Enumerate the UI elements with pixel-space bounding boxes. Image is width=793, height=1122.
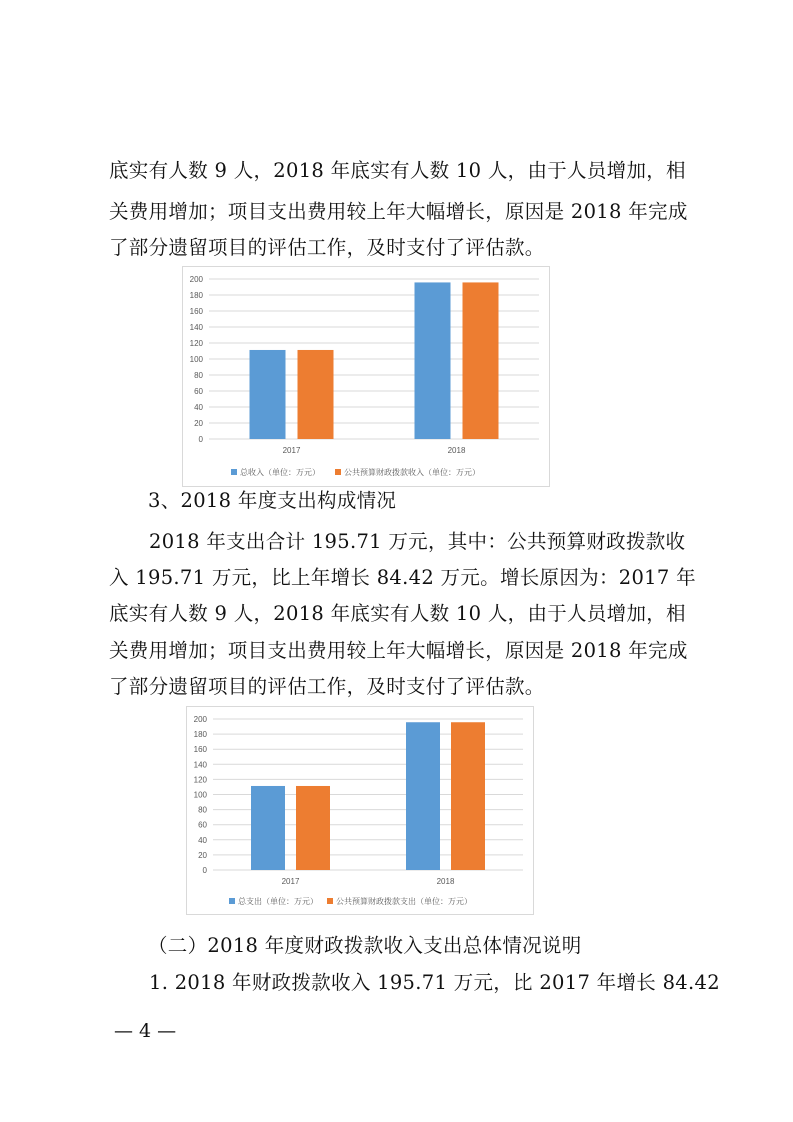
paragraph-line: 底实有人数 9 人，2018 年底实有人数 10 人，由于人员增加，相 bbox=[109, 602, 686, 625]
bar bbox=[463, 282, 499, 439]
income-chart bbox=[182, 266, 550, 487]
y-tick-label: 200 bbox=[189, 275, 203, 284]
bar bbox=[298, 350, 334, 439]
y-tick-label: 100 bbox=[193, 790, 207, 800]
paragraph-line: 关费用增加；项目支出费用较上年大幅增长，原因是 2018 年完成 bbox=[109, 639, 688, 662]
paragraph-line: 了部分遗留项目的评估工作，及时支付了评估款。 bbox=[109, 675, 545, 698]
y-tick-label: 160 bbox=[193, 745, 207, 755]
x-tick-label: 2017 bbox=[281, 877, 300, 886]
legend-swatch bbox=[231, 469, 237, 475]
income-bar-chart bbox=[183, 267, 549, 486]
y-tick-label: 120 bbox=[189, 339, 203, 348]
paragraph-line: 了部分遗留项目的评估工作，及时支付了评估款。 bbox=[109, 236, 545, 259]
section-heading: 3、2018 年度支出构成情况 bbox=[148, 489, 397, 512]
legend-label: 公共预算财政拨款支出（单位：万元） bbox=[336, 897, 472, 906]
bar bbox=[451, 722, 485, 870]
x-tick-label: 2018 bbox=[447, 446, 466, 455]
y-tick-label: 180 bbox=[193, 730, 207, 740]
legend-label: 总支出（单位：万元） bbox=[238, 897, 318, 906]
y-tick-label: 120 bbox=[193, 775, 207, 785]
y-tick-label: 140 bbox=[189, 323, 203, 332]
legend-swatch bbox=[327, 898, 333, 904]
section-heading: （二）2018 年度财政拨款收入支出总体情况说明 bbox=[148, 934, 582, 957]
x-tick-label: 2018 bbox=[436, 877, 455, 886]
bar bbox=[250, 350, 286, 439]
x-tick-label: 2017 bbox=[282, 446, 301, 455]
legend-swatch bbox=[335, 469, 341, 475]
bar bbox=[296, 786, 330, 870]
y-tick-label: 20 bbox=[194, 419, 203, 428]
legend-label: 公共预算财政拨款收入（单位：万元） bbox=[344, 468, 480, 477]
paragraph-line: 1. 2018 年财政拨款收入 195.71 万元，比 2017 年增长 84.42 bbox=[149, 971, 720, 994]
bar bbox=[251, 786, 285, 870]
y-tick-label: 40 bbox=[194, 403, 203, 412]
y-tick-label: 140 bbox=[193, 760, 207, 770]
paragraph-line: 关费用增加；项目支出费用较上年大幅增长，原因是 2018 年完成 bbox=[109, 200, 688, 223]
expenditure-bar-chart bbox=[187, 707, 533, 914]
paragraph-line: 2018 年支出合计 195.71 万元，其中：公共预算财政拨款收 bbox=[149, 530, 686, 553]
y-tick-label: 60 bbox=[194, 387, 203, 396]
bar bbox=[406, 722, 440, 870]
y-tick-label: 0 bbox=[202, 866, 207, 875]
paragraph-line: 入 195.71 万元，比上年增长 84.42 万元。增长原因为：2017 年 bbox=[109, 566, 696, 589]
bar bbox=[415, 282, 451, 439]
y-tick-label: 180 bbox=[189, 291, 203, 300]
y-tick-label: 100 bbox=[189, 355, 203, 364]
y-tick-label: 20 bbox=[198, 850, 207, 860]
y-tick-label: 200 bbox=[193, 715, 207, 724]
y-tick-label: 80 bbox=[194, 371, 203, 380]
legend-label: 总收入（单位：万元） bbox=[240, 468, 320, 477]
expenditure-chart bbox=[186, 706, 534, 915]
y-tick-label: 80 bbox=[198, 805, 207, 815]
y-tick-label: 0 bbox=[198, 435, 203, 444]
y-tick-label: 60 bbox=[198, 820, 207, 830]
paragraph-line: 底实有人数 9 人，2018 年底实有人数 10 人，由于人员增加，相 bbox=[109, 159, 686, 182]
y-tick-label: 40 bbox=[198, 835, 207, 845]
y-tick-label: 160 bbox=[189, 307, 203, 316]
legend-swatch bbox=[229, 898, 235, 904]
page-number: — 4 — bbox=[114, 1020, 177, 1042]
